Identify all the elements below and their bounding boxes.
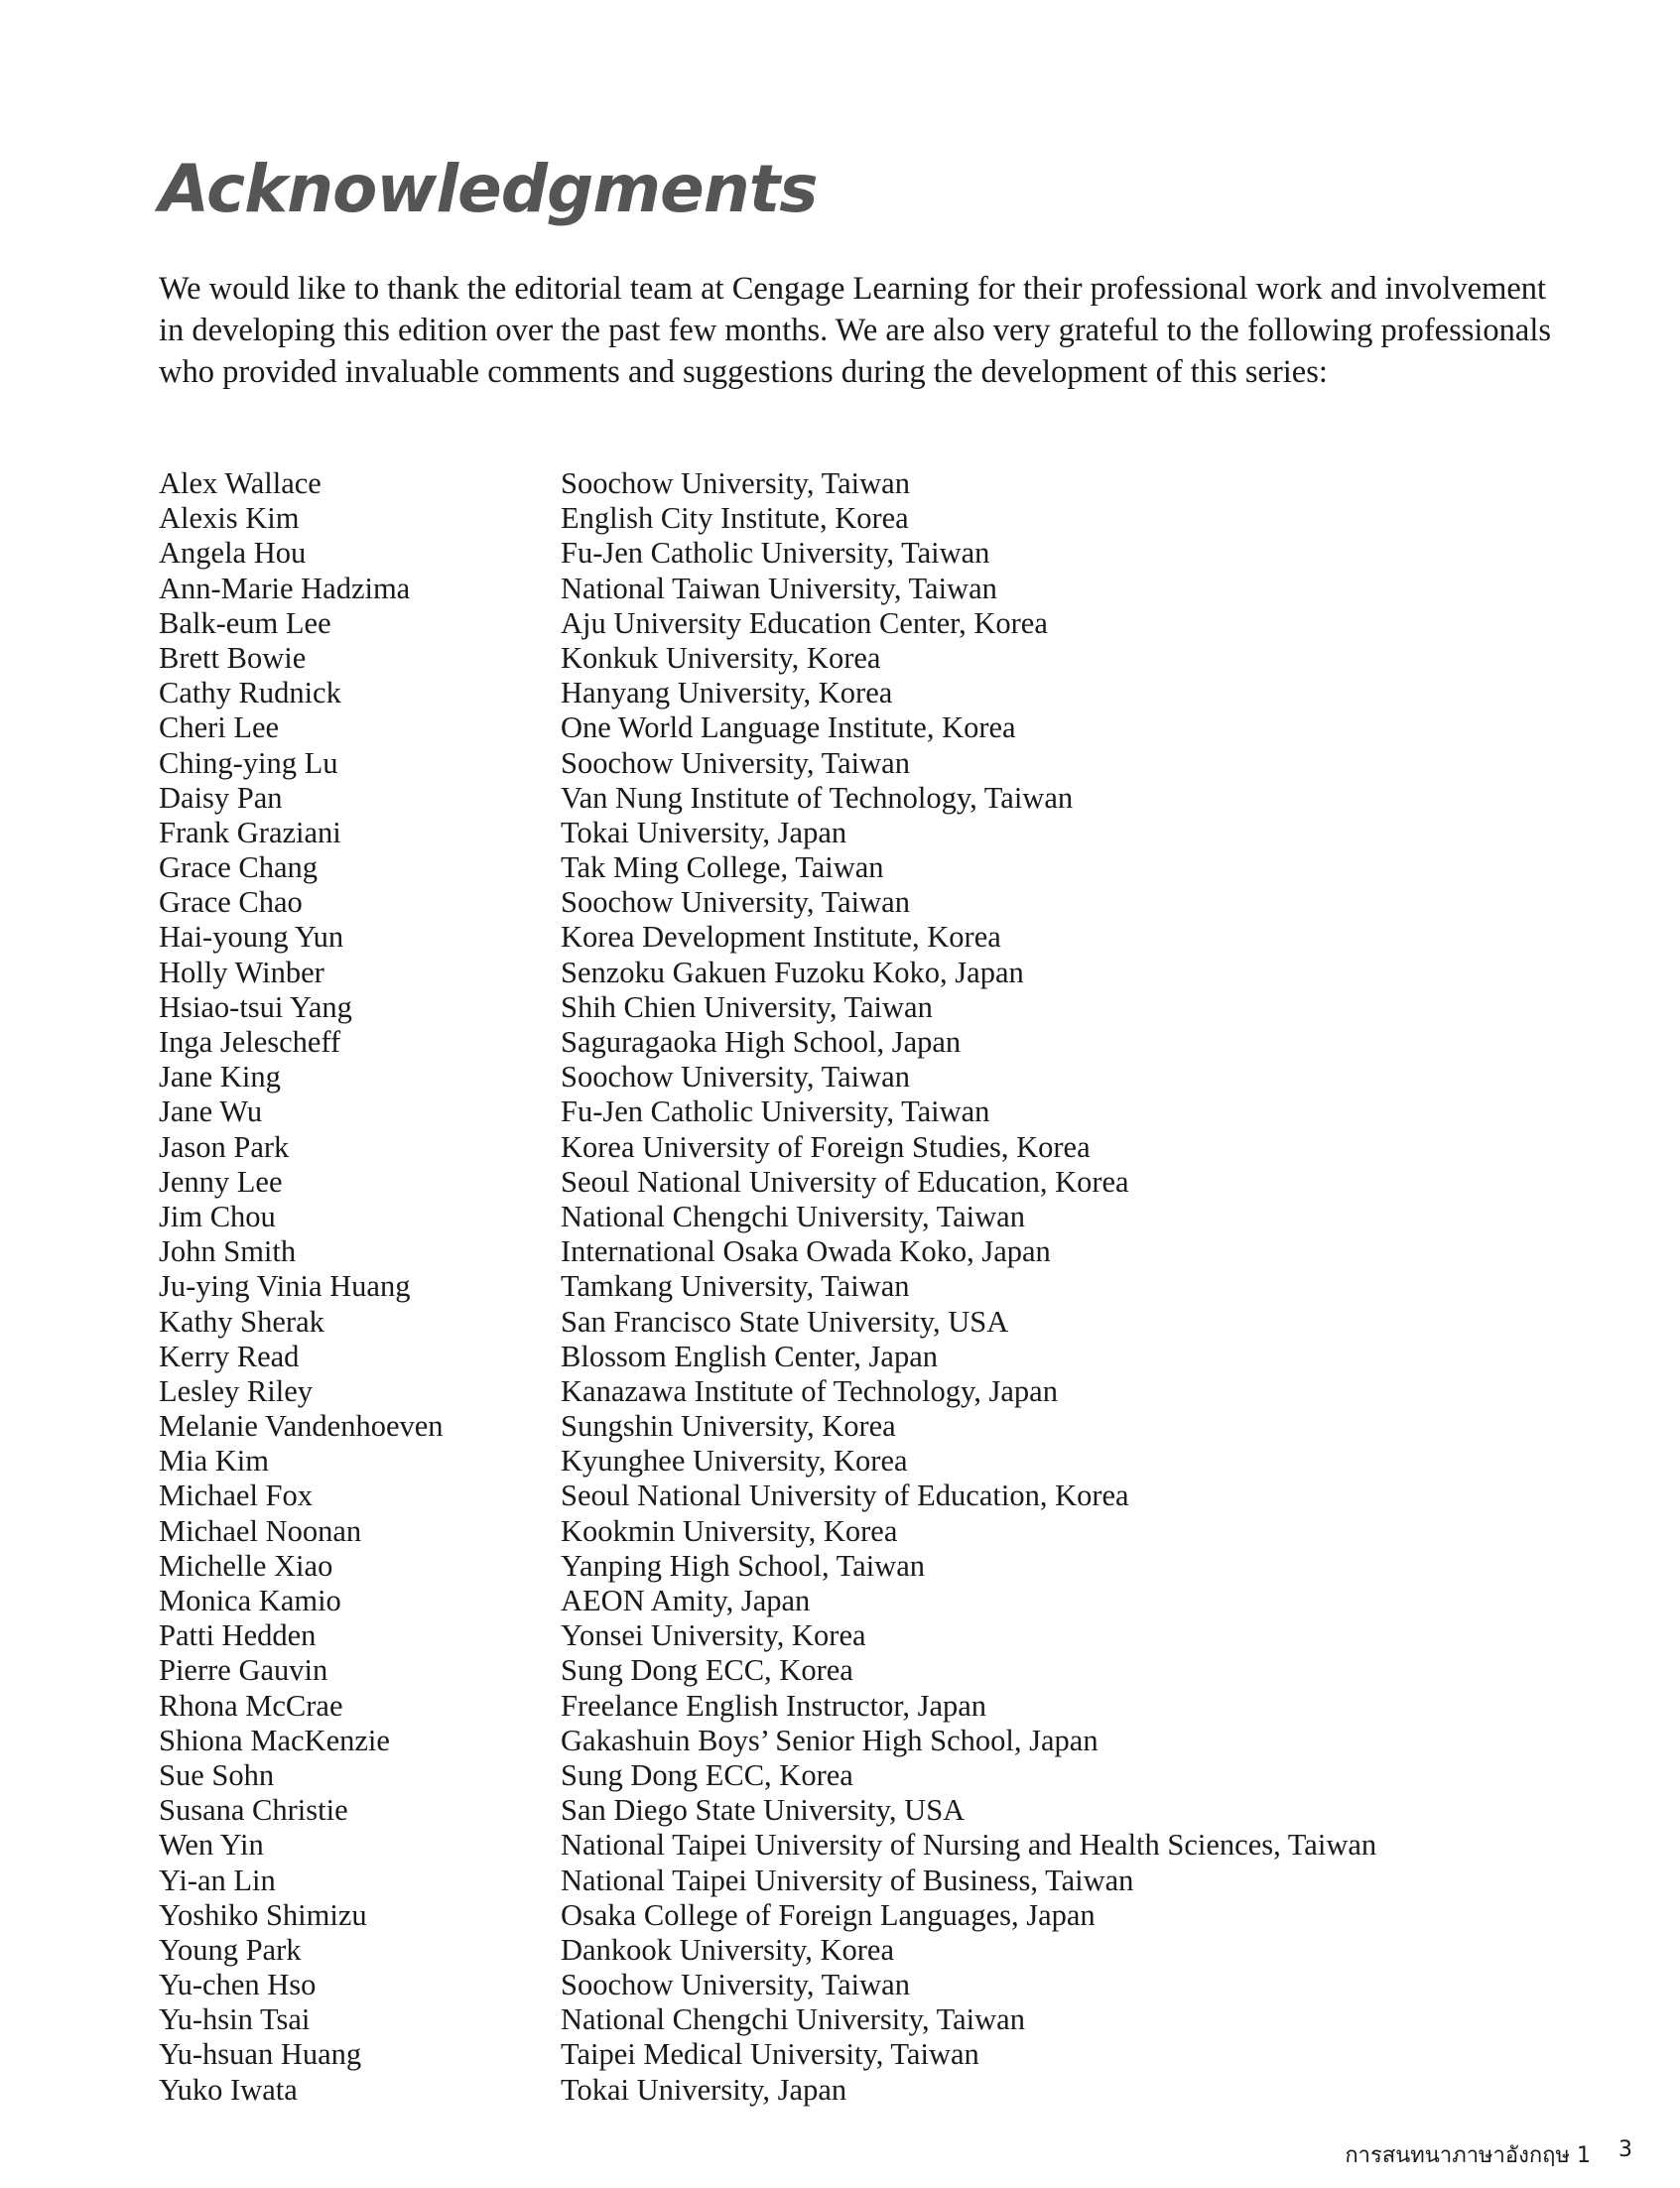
reviewer-affiliation: Gakashuin Boys’ Senior High School, Japan xyxy=(561,1723,1098,1757)
reviewer-row xyxy=(159,1234,1548,1269)
reviewer-row xyxy=(159,606,1548,641)
reviewer-affiliation: Sung Dong ECC, Korea xyxy=(561,1653,853,1688)
reviewer-row xyxy=(159,572,1548,606)
reviewer-row xyxy=(159,1269,1548,1304)
reviewer-name: Daisy Pan xyxy=(159,780,283,815)
reviewer-affiliation: One World Language Institute, Korea xyxy=(561,710,1016,745)
reviewer-affiliation: Blossom English Center, Japan xyxy=(561,1339,938,1373)
reviewer-affiliation: Tamkang University, Taiwan xyxy=(561,1269,910,1304)
reviewer-name: Jenny Lee xyxy=(159,1164,283,1199)
reviewer-row xyxy=(159,1793,1548,1828)
reviewer-name: Frank Graziani xyxy=(159,815,341,849)
reviewer-name: Michelle Xiao xyxy=(159,1548,333,1583)
reviewer-row xyxy=(159,1828,1548,1863)
reviewer-name: Ching-ying Lu xyxy=(159,745,338,780)
reviewer-name: Ju-ying Vinia Huang xyxy=(159,1269,411,1304)
reviewer-row xyxy=(159,1724,1548,1758)
reviewer-affiliation: Aju University Education Center, Korea xyxy=(561,605,1048,640)
reviewer-name: Pierre Gauvin xyxy=(159,1653,328,1688)
reviewer-affiliation: Sungshin University, Korea xyxy=(561,1409,896,1444)
reviewer-name: Sue Sohn xyxy=(159,1757,275,1792)
reviewer-affiliation: San Diego State University, USA xyxy=(561,1793,966,1828)
reviewer-name: Brett Bowie xyxy=(159,640,307,675)
reviewer-row xyxy=(159,1618,1548,1653)
reviewer-row xyxy=(159,1025,1548,1060)
reviewer-affiliation: Senzoku Gakuen Fuzoku Koko, Japan xyxy=(561,955,1024,989)
intro-paragraph: We would like to thank the editorial team at Cengage Learning for their professional work and involvement in developing this edition over the past few months. We are also very grateful to the following professionals who provided invaluable comments and suggestions during the development of this series: xyxy=(159,271,1551,390)
reviewer-affiliation: Seoul National University of Education, Korea xyxy=(561,1479,1129,1513)
reviewer-affiliation: Seoul National University of Education, Korea xyxy=(561,1164,1129,1199)
reviewer-affiliation: National Taipei University of Nursing and Health Sciences, Taiwan xyxy=(561,1828,1377,1863)
reviewer-name: Shiona MacKenzie xyxy=(159,1723,390,1757)
reviewer-row xyxy=(159,1444,1548,1479)
reviewer-name: Lesley Riley xyxy=(159,1373,314,1408)
reviewer-row xyxy=(159,710,1548,745)
reviewer-affiliation: Taipei Medical University, Taiwan xyxy=(561,2037,979,2072)
page-title: Acknowledgments xyxy=(159,151,818,227)
reviewer-row xyxy=(159,536,1548,571)
reviewer-affiliation: International Osaka Owada Koko, Japan xyxy=(561,1234,1051,1269)
reviewer-name: Jim Chou xyxy=(159,1199,276,1233)
reviewer-affiliation: Kanazawa Institute of Technology, Japan xyxy=(561,1373,1058,1408)
reviewer-name: Balk-eum Lee xyxy=(159,605,331,640)
reviewer-row xyxy=(159,1653,1548,1688)
reviewer-affiliation: San Francisco State University, USA xyxy=(561,1304,1009,1339)
reviewer-affiliation: Saguragaoka High School, Japan xyxy=(561,1025,962,1059)
running-title: การสนทนาภาษาอังกฤษ 1 xyxy=(1345,2143,1591,2168)
reviewer-row xyxy=(159,1898,1548,1933)
reviewer-affiliation: Fu-Jen Catholic University, Taiwan xyxy=(561,536,990,571)
reviewer-row xyxy=(159,885,1548,920)
reviewer-affiliation: National Taiwan University, Taiwan xyxy=(561,571,997,605)
reviewer-row xyxy=(159,781,1548,816)
reviewer-name: Patti Hedden xyxy=(159,1618,317,1653)
reviewer-row xyxy=(159,850,1548,885)
reviewer-affiliation: Sung Dong ECC, Korea xyxy=(561,1757,853,1792)
reviewer-name: Angela Hou xyxy=(159,536,307,571)
reviewer-row xyxy=(159,1409,1548,1444)
reviewer-name: Hai-young Yun xyxy=(159,920,344,955)
reviewer-row xyxy=(159,1130,1548,1165)
reviewer-affiliation: National Chengchi University, Taiwan xyxy=(561,1199,1025,1233)
reviewer-row xyxy=(159,1584,1548,1618)
reviewer-name: Ann-Marie Hadzima xyxy=(159,571,411,605)
reviewer-affiliation: Soochow University, Taiwan xyxy=(561,885,910,920)
reviewer-row xyxy=(159,1200,1548,1234)
reviewer-name: Alexis Kim xyxy=(159,501,300,536)
reviewer-list xyxy=(159,466,1548,2108)
page-footer xyxy=(1345,2137,1632,2172)
reviewer-affiliation: Korea Development Institute, Korea xyxy=(561,920,1001,955)
reviewer-affiliation: Van Nung Institute of Technology, Taiwan xyxy=(561,780,1074,815)
reviewer-name: Jane King xyxy=(159,1060,281,1094)
reviewer-row xyxy=(159,2002,1548,2037)
reviewer-name: Mia Kim xyxy=(159,1444,269,1479)
reviewer-row xyxy=(159,816,1548,850)
reviewer-name: Cathy Rudnick xyxy=(159,676,341,710)
reviewer-affiliation: Soochow University, Taiwan xyxy=(561,1060,910,1094)
reviewer-row xyxy=(159,1305,1548,1340)
reviewer-affiliation: Kyunghee University, Korea xyxy=(561,1444,908,1479)
reviewer-row xyxy=(159,1340,1548,1374)
reviewer-name: Yu-hsin Tsai xyxy=(159,2002,311,2037)
reviewer-name: Melanie Vandenhoeven xyxy=(159,1409,444,1444)
reviewer-name: Jane Wu xyxy=(159,1094,263,1129)
reviewer-name: Young Park xyxy=(159,1932,302,1967)
reviewer-name: Yu-hsuan Huang xyxy=(159,2037,362,2072)
reviewer-row xyxy=(159,641,1548,676)
reviewer-affiliation: Soochow University, Taiwan xyxy=(561,466,910,500)
reviewer-affiliation: Tokai University, Japan xyxy=(561,2072,847,2107)
reviewer-affiliation: English City Institute, Korea xyxy=(561,501,909,536)
reviewer-row xyxy=(159,1374,1548,1409)
reviewer-affiliation: Konkuk University, Korea xyxy=(561,640,881,675)
reviewer-row xyxy=(159,956,1548,990)
reviewer-name: Yuko Iwata xyxy=(159,2072,298,2107)
reviewer-row xyxy=(159,1689,1548,1724)
reviewer-affiliation: Yonsei University, Korea xyxy=(561,1618,866,1653)
reviewer-affiliation: Kookmin University, Korea xyxy=(561,1513,898,1548)
reviewer-affiliation: Soochow University, Taiwan xyxy=(561,1968,910,2002)
reviewer-row xyxy=(159,501,1548,536)
reviewer-affiliation: Freelance English Instructor, Japan xyxy=(561,1688,987,1723)
reviewer-name: Jason Park xyxy=(159,1129,290,1164)
reviewer-name: Yoshiko Shimizu xyxy=(159,1897,367,1932)
reviewer-name: Yu-chen Hso xyxy=(159,1968,317,2002)
reviewer-row xyxy=(159,466,1548,501)
reviewer-affiliation: National Chengchi University, Taiwan xyxy=(561,2002,1025,2037)
reviewer-row xyxy=(159,746,1548,781)
reviewer-name: Kerry Read xyxy=(159,1339,300,1373)
reviewer-name: Yi-an Lin xyxy=(159,1863,276,1897)
page-number: 3 xyxy=(1618,2137,1632,2162)
reviewer-affiliation: Dankook University, Korea xyxy=(561,1932,894,1967)
reviewer-name: Hsiao-tsui Yang xyxy=(159,989,352,1024)
reviewer-affiliation: Yanping High School, Taiwan xyxy=(561,1548,925,1583)
reviewer-name: Rhona McCrae xyxy=(159,1688,343,1723)
reviewer-row xyxy=(159,1933,1548,1968)
reviewer-row xyxy=(159,2037,1548,2072)
reviewer-row xyxy=(159,920,1548,955)
reviewer-row xyxy=(159,2073,1548,2108)
reviewer-name: Grace Chao xyxy=(159,885,303,920)
reviewer-affiliation: Osaka College of Foreign Languages, Japan xyxy=(561,1897,1096,1932)
reviewer-row xyxy=(159,1758,1548,1793)
reviewer-name: Holly Winber xyxy=(159,955,324,989)
reviewer-name: Monica Kamio xyxy=(159,1584,341,1617)
reviewer-affiliation: Korea University of Foreign Studies, Korea xyxy=(561,1129,1091,1164)
reviewer-name: Kathy Sherak xyxy=(159,1304,324,1339)
reviewer-name: Susana Christie xyxy=(159,1793,348,1828)
reviewer-name: Michael Noonan xyxy=(159,1513,362,1548)
reviewer-row xyxy=(159,1060,1548,1094)
reviewer-row xyxy=(159,1968,1548,2002)
reviewer-row xyxy=(159,990,1548,1025)
reviewer-row xyxy=(159,1514,1548,1549)
reviewer-row xyxy=(159,1094,1548,1129)
reviewer-affiliation: AEON Amity, Japan xyxy=(561,1584,811,1617)
reviewer-affiliation: Hanyang University, Korea xyxy=(561,676,893,710)
reviewer-row xyxy=(159,1864,1548,1898)
reviewer-affiliation: Tak Ming College, Taiwan xyxy=(561,850,884,885)
reviewer-row xyxy=(159,1549,1548,1584)
reviewer-name: Inga Jelescheff xyxy=(159,1025,341,1059)
reviewer-name: John Smith xyxy=(159,1234,297,1269)
reviewer-name: Wen Yin xyxy=(159,1828,264,1863)
reviewer-name: Cheri Lee xyxy=(159,710,280,745)
reviewer-affiliation: Tokai University, Japan xyxy=(561,815,847,849)
reviewer-affiliation: Shih Chien University, Taiwan xyxy=(561,989,933,1024)
reviewer-affiliation: National Taipei University of Business, Taiwan xyxy=(561,1863,1134,1897)
reviewer-affiliation: Soochow University, Taiwan xyxy=(561,745,910,780)
reviewer-affiliation: Fu-Jen Catholic University, Taiwan xyxy=(561,1094,990,1129)
reviewer-row xyxy=(159,676,1548,710)
reviewer-name: Grace Chang xyxy=(159,850,319,885)
reviewer-row xyxy=(159,1479,1548,1513)
reviewer-name: Alex Wallace xyxy=(159,466,322,500)
reviewer-name: Michael Fox xyxy=(159,1479,314,1513)
reviewer-row xyxy=(159,1165,1548,1200)
